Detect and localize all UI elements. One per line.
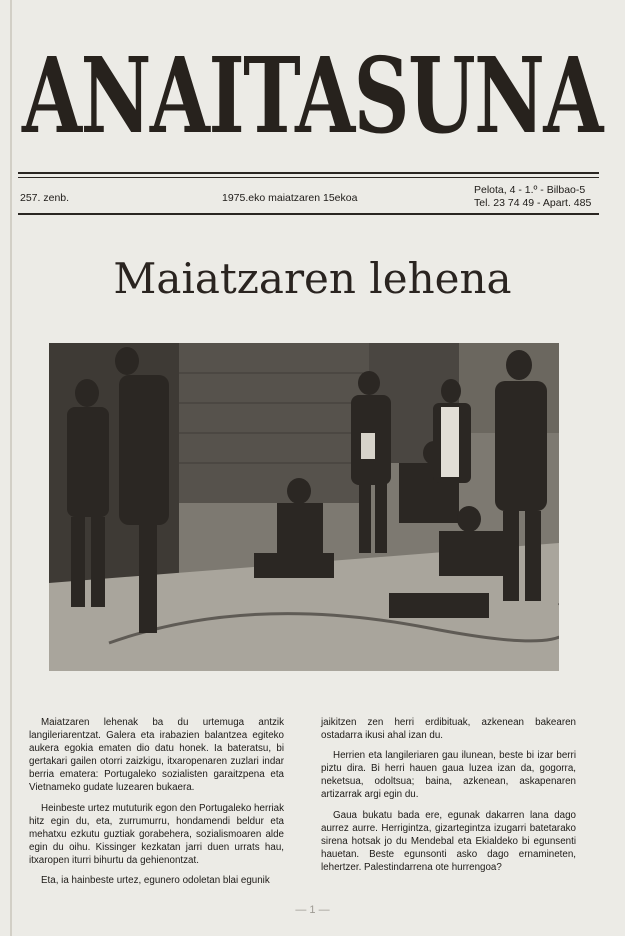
article-column-right bbox=[321, 716, 576, 881]
address-phone: Tel. 23 74 49 - Apart. 485 bbox=[474, 197, 592, 209]
article-paragraph: Herrien eta langileriaren gau ilunean, beste bi izar berri piztu dira. Bi herri hauen gaua luzea izan da, gogorra, neketsua, odoltsua; baina, azkenean, askapenaren artizarrak argi egin du. bbox=[321, 750, 576, 801]
issue-number: 257. zenb. bbox=[20, 192, 70, 204]
page-edge-shadow bbox=[10, 0, 12, 936]
workers-photo bbox=[49, 343, 559, 671]
article-paragraph: jaikitzen zen herri erdibituak, azkenean bakearen ostadarra ikusi ahal izan du. bbox=[321, 717, 576, 742]
article-paragraph: Heinbeste urtez mututurik egon den Portugaleko herriak hitz egin du, eta, zurrumurru, hondamendi beldur eta mehatxu ezkutu guztiak gorabehera, sozialismoaren alde egin du oihu. Kissinger kezkatan jarri duen urrats hau, itxaropen iturri bihurtu da gehienontzat. bbox=[29, 802, 284, 866]
issue-date: 1975.eko maiatzaren 15ekoa bbox=[222, 192, 358, 204]
workers-photo-illustration bbox=[49, 343, 559, 671]
article-paragraph: Eta, ia hainbeste urtez, egunero odoletan blai egunik bbox=[41, 875, 270, 887]
address-street: Pelota, 4 - 1.º - Bilbao-5 bbox=[474, 184, 586, 196]
masthead-rule-top bbox=[18, 172, 599, 174]
article-paragraph: Gaua bukatu bada ere, egunak dakarren lana dago aurrez aurre. Herrigintza, gizartegintza izugarri batetarako sirena hotsak jo du Mendebal eta Ekialdeko bi egunsenti hauetan. Beste egunsonti asko dago ernamineten, lehertzer. Palestindarrena ote hurrengoa? bbox=[321, 809, 576, 873]
masthead-rule-thin bbox=[18, 177, 599, 178]
page-number: — 1 — bbox=[295, 904, 330, 916]
masthead-rule-bottom bbox=[18, 213, 599, 215]
masthead-logo bbox=[18, 20, 606, 170]
article-column-left bbox=[29, 716, 284, 894]
article-headline: Maiatzaren lehena bbox=[113, 254, 512, 303]
article-paragraph: Maiatzaren lehenak ba du urtemuga antzik langileriarentzat. Galera eta irabazien balantzea egiteko aukera egokia ematen dio datu honek. Ia bateratsu, bi gertakari gailen otorri zaizkigu, itxaropenaren zuzlari indar berria ematera: Portugaleko sozialisten garaitzpena eta Vietnameko gudate luzearen bukaera. bbox=[29, 717, 284, 794]
publisher-address bbox=[474, 184, 591, 210]
masthead-logo-art bbox=[18, 20, 606, 170]
masthead-title: ANAITASUNA bbox=[21, 34, 605, 157]
